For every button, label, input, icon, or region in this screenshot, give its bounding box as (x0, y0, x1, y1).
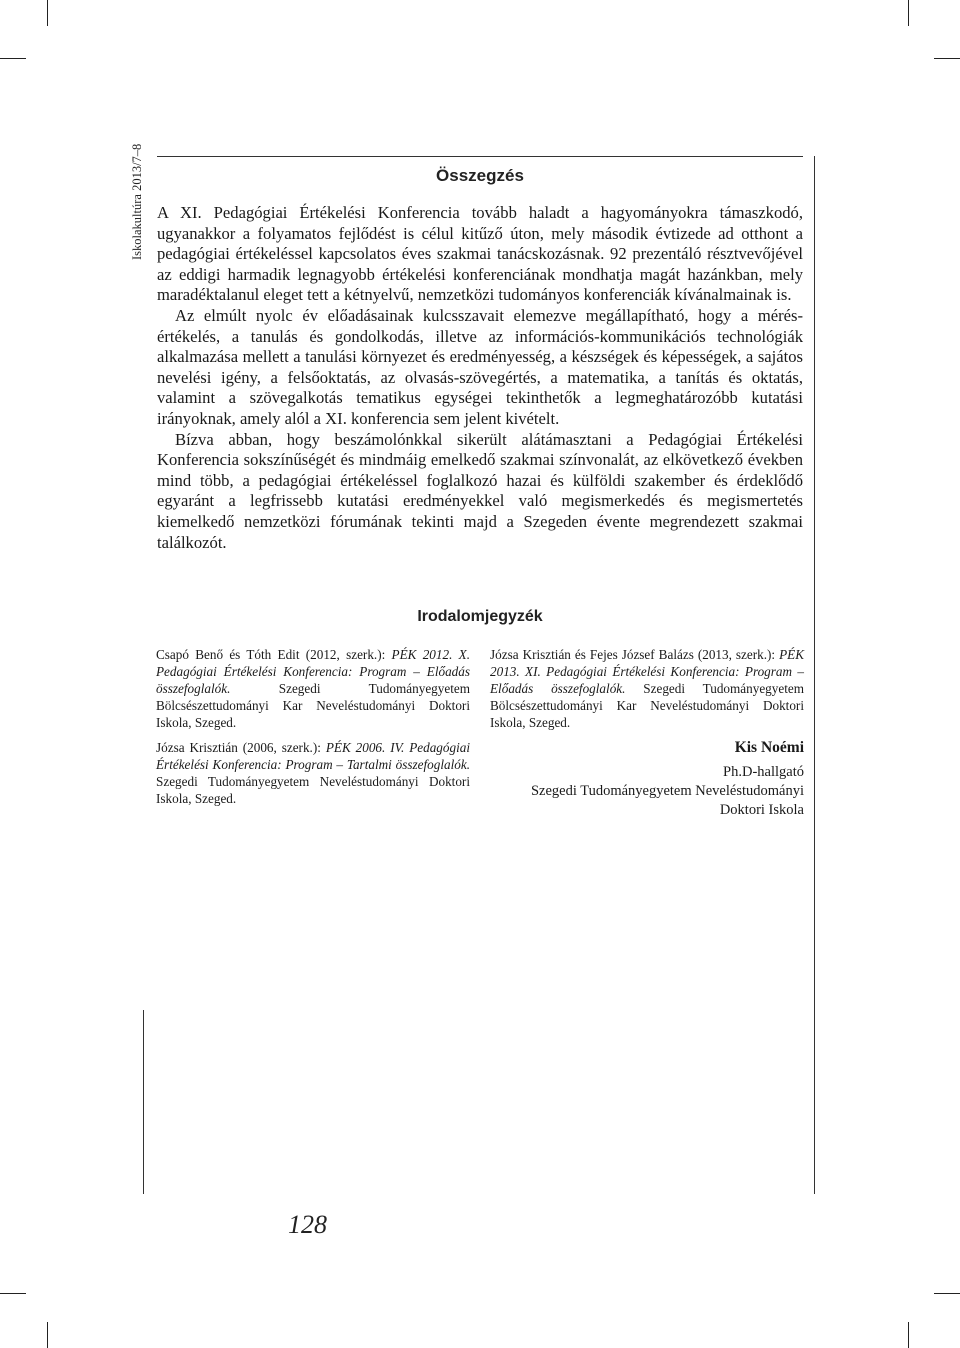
section-title-summary: Összegzés (436, 166, 524, 185)
bibliography-entry (490, 646, 804, 731)
summary-paragraph: Bízva abban, hogy beszámolónkkal sikerült alátámasztani a Pedagógiai Értékelési Konferencia sokszínűségét és mindmáig emelkedő szakmai színvonalát, az elkövetkező években mind több, a pedagógiai értékeléssel foglalkozó hazai és külföldi szakember és érdeklődő egyaránt a legfrissebb kutatási eredményekkel való megismerkedés és megismertetés kiemelkedő nemzetközi fórumának tekinti majd a Szegeden évente megrendezett szakmai találkozót. (157, 429, 803, 552)
author-role: Ph.D-hallgató (723, 764, 804, 780)
bibliography-column-left (156, 646, 470, 815)
crop-mark-top-left (47, 0, 48, 26)
crop-mark-top-right (908, 0, 909, 26)
bib-title: PÉK 2013. XI. Pedagógiai Értékelési Konferencia: Program – Előadás összefoglalók. (490, 647, 804, 696)
left-margin-rule (143, 1010, 144, 1194)
bib-publisher: Szegedi Tudományegyetem Neveléstudományi Doktori Iskola, Szeged. (156, 774, 470, 806)
right-margin-rule (814, 156, 815, 1194)
author-signature (490, 738, 804, 820)
bib-publisher: Szegedi Tudományegyetem Bölcsészettudományi Kar Neveléstudományi Doktori Iskola, Szeged. (490, 681, 804, 730)
summary-paragraph: Az elmúlt nyolc év előadásainak kulcsszavait elemezve megállapítható, hogy a mérés-értékelés, a tanulás és gondolkodás, illetve az információs-kommunikációs technológiák alkalmazása mellett a tanulási környezet és eredményesség, a készségek és képességek, a sajátos nevelési igény, a felsőoktatás, az olvasás-szövegértés, a matematika, a tanítás és oktatás, valamint a szövegalkotás tematikus egységei tekinthetők a legmeghatározóbb kutatási irányoknak, amely alól a XI. konferencia sem jelent kivételt. (157, 305, 803, 428)
bib-authors: Józsa Krisztián és Fejes József Balázs (2013, szerk.): (490, 647, 780, 662)
crop-mark-right-top (934, 58, 960, 59)
running-head: Iskolakultúra 2013/7–8 (130, 143, 144, 260)
summary-body (157, 203, 803, 553)
crop-mark-right-bottom (934, 1293, 960, 1294)
bibliography-entry (156, 646, 470, 731)
bibliography-entry (156, 739, 470, 807)
author-name: Kis Noémi (734, 739, 804, 756)
bib-publisher: Szegedi Tudományegyetem Bölcsészettudományi Kar Neveléstudományi Doktori Iskola, Szeged. (156, 681, 470, 730)
crop-mark-bottom-left (47, 1322, 48, 1348)
crop-mark-left-bottom (0, 1293, 26, 1294)
section-title-bibliography: Irodalomjegyzék (417, 608, 543, 625)
bibliography-column-right (490, 646, 804, 739)
crop-mark-bottom-right (908, 1322, 909, 1348)
bib-title: PÉK 2012. X. Pedagógiai Értékelési Konferencia: Program – Előadás összefoglalók. (156, 647, 470, 696)
bib-title: PÉK 2006. IV. Pedagógiai Értékelési Konferencia: Program – Tartalmi összefoglalók. (156, 740, 471, 772)
page-number: 128 (288, 1210, 327, 1239)
crop-mark-left-top (0, 58, 26, 59)
author-affiliation: Szegedi Tudományegyetem Neveléstudományi (530, 783, 804, 799)
author-affiliation: Doktori Iskola (719, 802, 804, 818)
summary-paragraph: A XI. Pedagógiai Értékelési Konferencia tovább haladt a hagyományokra támaszkodó, ugyanakkor a folyamatos fejlődést is célul kitűző úton, mely második évtizede ad otthont a pedagógiai értékeléssel kapcsolatos éves szakmai tanácskozásnak. 92 prezentáló résztvevőjével az eddigi harmadik legnagyobb értékelési konferenciának mondhatja magát hazánkban, mely maradéktalanul eleget tett a kétnyelvű, nemzetközi tudományos konferenciák kívánalmainak is. (157, 203, 803, 305)
top-rule (157, 156, 803, 157)
bib-authors: Józsa Krisztián (2006, szerk.): (156, 740, 326, 755)
bib-authors: Csapó Benő és Tóth Edit (2012, szerk.): (156, 647, 392, 662)
